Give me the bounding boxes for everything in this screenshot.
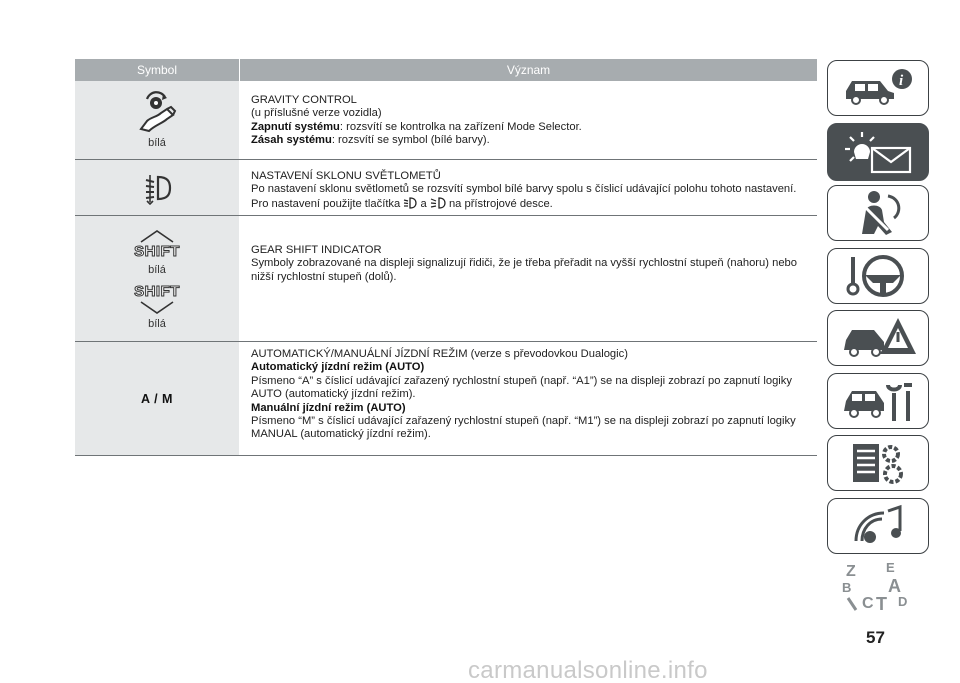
table-header bbox=[75, 59, 817, 81]
manual-description: Písmeno “M” s číslicí udávající zařazený rychlostní stupeň (např. “M1”) se na displeji zobrazí po zapnutí logiky MANUAL (automatický jízdní režim). bbox=[251, 415, 796, 441]
am-title: AUTOMATICKÝ/MANUÁLNÍ JÍZDNÍ REŽIM (verze s převodovkou Dualogic) bbox=[251, 348, 628, 360]
symbol-caption: bílá bbox=[148, 263, 166, 276]
seatbelt-icon bbox=[848, 188, 908, 238]
index-letters-icon bbox=[838, 558, 918, 614]
symbol-cell bbox=[75, 81, 239, 159]
manual-heading: Manuální jízdní režim (AUTO) bbox=[251, 401, 406, 414]
watermark: carmanualsonline.info bbox=[468, 657, 708, 683]
gravity-active-line bbox=[251, 134, 811, 147]
symbol-cell bbox=[75, 160, 239, 215]
gravity-title: GRAVITY CONTROL bbox=[251, 94, 357, 106]
shift-up-label: SHIFT bbox=[134, 242, 180, 260]
auto-manual-symbol: A / M bbox=[141, 391, 173, 406]
index-letter: B bbox=[842, 580, 852, 595]
tools-icon bbox=[838, 377, 918, 425]
car-info-icon bbox=[838, 65, 918, 111]
gravity-on-line bbox=[251, 121, 811, 134]
symbol-caption: bílá bbox=[148, 137, 166, 149]
gravity-on-label: Zapnutí systému bbox=[251, 120, 340, 133]
gravity-on-text: : rozsvítí se kontrolka na zařízení Mode Selector. bbox=[339, 120, 582, 133]
headlight-leveling-icon bbox=[140, 171, 174, 205]
symbol-cell bbox=[75, 342, 239, 455]
auto-description: Písmeno “A” s číslicí udávající zařazený rychlostní stupeň (např. “A1”) se na displeji zobrazí po zapnutí logiky AUTO (automatický jízdní režim). bbox=[251, 374, 792, 401]
tab-safety[interactable] bbox=[827, 185, 929, 241]
headlight-down-button-icon bbox=[403, 197, 417, 209]
table-row bbox=[75, 342, 817, 456]
table-row bbox=[75, 81, 817, 160]
meaning-cell bbox=[239, 342, 817, 455]
headlight-title: NASTAVENÍ SKLONU SVĚTLOMETŮ bbox=[251, 170, 441, 182]
header-symbol: Symbol bbox=[136, 63, 177, 77]
index-letter: C bbox=[862, 595, 874, 612]
table-row bbox=[75, 160, 817, 216]
tab-car-info[interactable] bbox=[827, 60, 929, 116]
shift-down-arrow-icon bbox=[137, 300, 177, 316]
gravity-control-icon bbox=[137, 91, 177, 135]
index-letter: E bbox=[886, 560, 895, 575]
tab-starting-driving[interactable] bbox=[827, 248, 929, 304]
index-letter: T bbox=[876, 594, 887, 614]
headlight-description: Po nastavení sklonu světlometů se rozsvítí symbol bílé barvy spolu s číslicí udávající polohu tohoto nastavení. Pro nastavení použijte tlačítka a na přístrojové desce. bbox=[251, 183, 797, 210]
tab-maintenance[interactable] bbox=[827, 373, 929, 429]
tab-index[interactable] bbox=[827, 558, 929, 614]
tab-emergency[interactable] bbox=[827, 310, 929, 366]
gravity-active-text: : rozsvítí se symbol (bílé barvy). bbox=[331, 134, 490, 147]
auto-heading: Automatický jízdní režim (AUTO) bbox=[251, 361, 425, 374]
multimedia-icon bbox=[848, 501, 908, 551]
tab-warning-lights[interactable] bbox=[827, 123, 929, 181]
table-row bbox=[75, 216, 817, 342]
symbol-caption: bílá bbox=[148, 317, 166, 330]
data-gear-icon bbox=[843, 438, 913, 488]
warning-light-icon bbox=[836, 128, 920, 176]
svg-text:i: i bbox=[899, 73, 904, 89]
shift-down-label: SHIFT bbox=[134, 282, 180, 300]
symbol-cell bbox=[75, 216, 239, 341]
steering-wheel-icon bbox=[845, 251, 911, 301]
gsi-title: GEAR SHIFT INDICATOR bbox=[251, 244, 382, 256]
shift-up-arrow-icon bbox=[137, 228, 177, 244]
index-letter: A bbox=[888, 576, 901, 596]
tab-technical-data[interactable] bbox=[827, 435, 929, 491]
header-meaning: Význam bbox=[239, 59, 817, 81]
gsi-description: Symboly zobrazované na displeji signalizují řidiči, že je třeba přeřadit na vyšší rychlostní stupeň (nahoru) nebo nižší rychlostní stupeň (dolů). bbox=[251, 257, 797, 283]
emergency-icon bbox=[838, 314, 918, 362]
gravity-active-label: Zásah systému bbox=[251, 134, 332, 147]
tab-multimedia[interactable] bbox=[827, 498, 929, 554]
meaning-cell bbox=[239, 216, 817, 341]
meaning-cell bbox=[239, 160, 817, 215]
meaning-cell bbox=[239, 81, 817, 159]
index-letter: D bbox=[898, 594, 908, 609]
gravity-version-note: (u příslušné verze vozidla) bbox=[251, 107, 382, 120]
page-number: 57 bbox=[866, 628, 885, 647]
index-letter: Z bbox=[846, 563, 856, 580]
symbols-table bbox=[75, 59, 817, 456]
headlight-up-button-icon bbox=[430, 197, 446, 209]
